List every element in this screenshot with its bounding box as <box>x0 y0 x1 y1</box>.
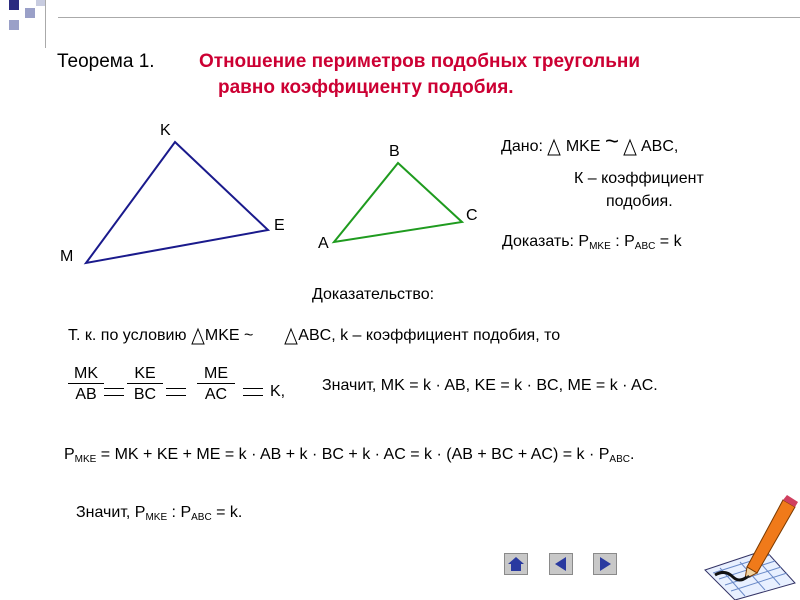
ratio1-numerator: MK <box>68 365 104 384</box>
point-b-label: B <box>389 143 400 160</box>
point-a-label: A <box>318 235 329 252</box>
triangle-abc <box>334 163 462 242</box>
point-m-label: M <box>60 248 74 265</box>
triangle-mke <box>86 142 268 263</box>
conclusion-prefix: Значит, P <box>76 504 146 521</box>
step1-triangle-1: MKE ~ <box>204 327 254 344</box>
conclusion-sub-mke: MKE <box>145 512 168 523</box>
point-c-label: C <box>466 207 478 224</box>
given-k-line1: К – коэффициент <box>574 170 704 187</box>
back-arrow-icon <box>550 554 572 574</box>
equals-sign <box>104 388 124 396</box>
ratio3-numerator: ME <box>197 365 235 384</box>
theorem-title-line2: равно коэффициенту подобия. <box>218 77 514 98</box>
perimeter-sub-mke: MKE <box>74 454 97 465</box>
equals-sign <box>166 388 186 396</box>
equals-sign <box>243 388 263 396</box>
prove-line <box>502 233 682 252</box>
prove-colon: : P <box>610 233 635 250</box>
conclusion-colon: : P <box>167 504 192 521</box>
perimeter-sub-abc: ABC <box>609 454 630 465</box>
step1-line <box>68 327 560 345</box>
ratio3-denominator: AC <box>204 386 228 403</box>
point-e-label: E <box>274 217 285 234</box>
similar-sign: ~ <box>604 128 619 155</box>
prove-sub-abc: ABC <box>634 241 656 252</box>
theorem-title-line1: Отношение периметров подобных треугольни <box>199 51 641 72</box>
forward-button[interactable] <box>593 553 617 575</box>
conclusion-line <box>76 504 242 523</box>
perimeter-end: . <box>629 446 635 463</box>
perimeter-body: = MK + KE + ME = k · AB + k · BC + k · AC = k · (AB + BC + AC) = k · P <box>96 446 610 463</box>
given-prefix: Дано: <box>501 138 543 155</box>
ratio-tail: K, <box>270 383 286 400</box>
given-triangle-2: ABC, <box>640 138 679 155</box>
triangle-icon <box>284 327 298 345</box>
forward-arrow-icon <box>594 554 616 574</box>
prove-prefix: Доказать: P <box>502 233 590 250</box>
perimeter-p: P <box>64 446 75 463</box>
therefore-line: Значит, MK = k · AB, KE = k · BC, ME = k · AC. <box>322 377 658 394</box>
given-k-line2: подобия. <box>606 193 673 210</box>
back-button[interactable] <box>549 553 573 575</box>
ratio-mk-ab <box>68 365 104 404</box>
conclusion-sub-abc: ABC <box>191 512 212 523</box>
prove-sub-mke: MKE <box>589 241 611 252</box>
triangle-icon <box>623 138 637 156</box>
pencil-paper-icon <box>695 495 800 600</box>
ratio1-denominator: AB <box>75 386 97 403</box>
ratio-ke-bc <box>127 365 163 404</box>
step1-triangle-2: ABC, k – коэффициент подобия, то <box>298 327 561 344</box>
triangle-icon <box>191 327 205 345</box>
given-line <box>501 128 678 156</box>
home-button[interactable] <box>504 553 528 575</box>
point-k-label: K <box>160 122 171 139</box>
triangle-icon <box>547 138 561 156</box>
proof-heading: Доказательство: <box>312 286 435 303</box>
ratio2-numerator: KE <box>127 365 163 384</box>
conclusion-tail: = k. <box>211 504 243 521</box>
home-icon <box>505 554 527 574</box>
step1-text: Т. к. по условию <box>68 327 187 344</box>
ratio2-denominator: BC <box>133 386 157 403</box>
prove-tail: = k <box>655 233 682 250</box>
perimeter-line <box>64 446 634 465</box>
ratio-me-ac <box>197 365 235 404</box>
given-triangle-1: MKE <box>565 138 601 155</box>
theorem-label: Теорема 1. <box>57 51 155 72</box>
